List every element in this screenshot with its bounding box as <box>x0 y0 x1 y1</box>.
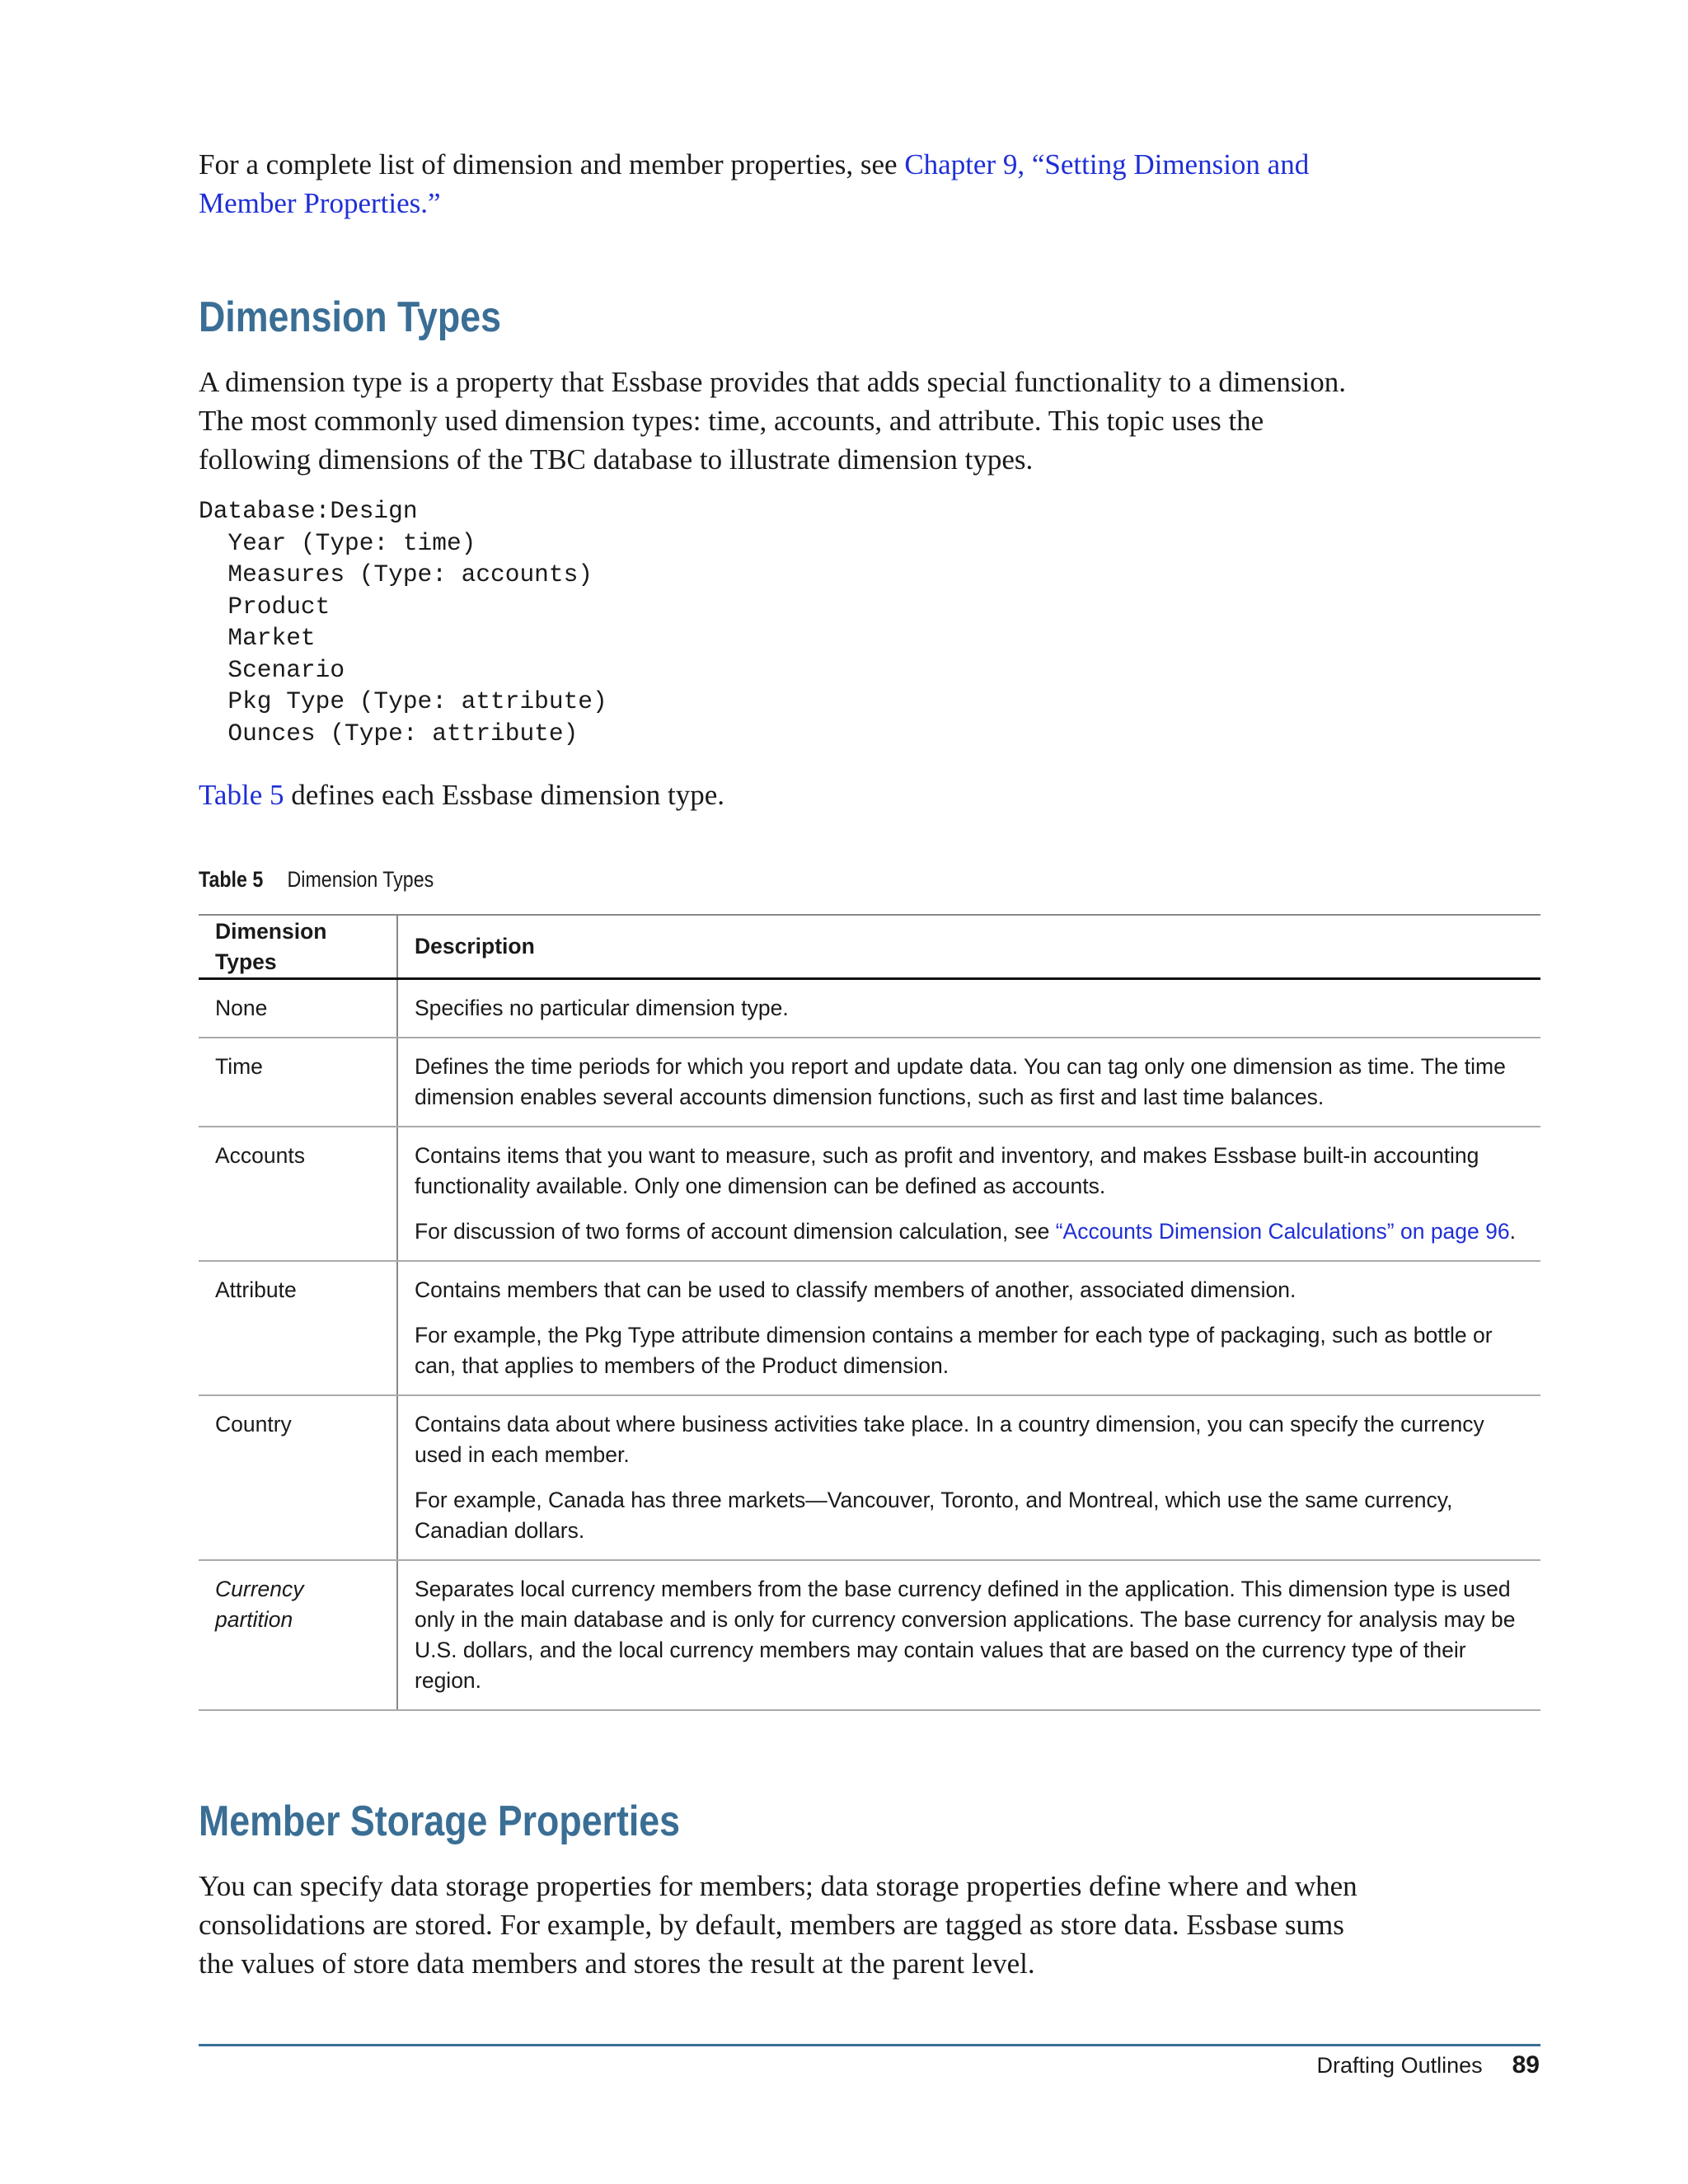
description-cell <box>397 1261 1540 1395</box>
footer-section-title: Drafting Outlines <box>1316 2053 1483 2078</box>
header-description: Description <box>397 915 1540 979</box>
member-storage-paragraph: You can specify data storage properties for members; data storage properties define where and when consolidations are stored. For example, by default, members are tagged as store data. Essbase sums the values of store data members and stores the result at the parent level. <box>199 1870 1357 1980</box>
table-row <box>199 1127 1540 1261</box>
intro-paragraph <box>199 145 1377 223</box>
description-text: Separates local currency members from the base currency defined in the application. This dimension type is used only in the main database and is only for currency conversion applications. The base currency for analysis may be U.S. dollars, and the local currency members may contain values that are based on the currency type of their region. <box>415 1577 1516 1693</box>
code-block <box>199 495 607 749</box>
type-cell: Country <box>199 1395 397 1560</box>
description-text: For discussion of two forms of account dimension calculation, see <box>415 1219 1056 1244</box>
description-text <box>415 1216 1524 1247</box>
dimension-types-table <box>199 914 1540 1711</box>
table-caption-number: Table 5 <box>199 867 264 892</box>
description-text: Contains items that you want to measure, such as profit and inventory, and makes Essbase built-in accounting functionality available. Only one dimension can be defined as accounts. <box>415 1143 1479 1198</box>
table-row <box>199 1261 1540 1395</box>
code-line: Year (Type: time) <box>199 528 476 557</box>
table-header-row <box>199 915 1540 979</box>
type-cell: Accounts <box>199 1127 397 1261</box>
description-text: For example, Canada has three markets—Vancouver, Toronto, and Montreal, which use the same currency, Canadian dollars. <box>415 1488 1453 1543</box>
dimension-types-heading: Dimension Types <box>199 293 501 341</box>
code-line: Scenario <box>199 655 345 684</box>
type-cell: None <box>199 979 397 1038</box>
chapter-9-link[interactable]: Chapter 9, “Setting Dimension and Member Properties.” <box>199 148 1310 219</box>
description-cell <box>397 1395 1540 1560</box>
code-line: Pkg Type (Type: attribute) <box>199 687 607 715</box>
table-ref-text: defines each Essbase dimension type. <box>284 779 725 811</box>
table-caption <box>199 867 434 893</box>
type-cell: Attribute <box>199 1261 397 1395</box>
table-ref-paragraph <box>199 776 1377 814</box>
code-line: Product <box>199 592 331 621</box>
member-storage-heading: Member Storage Properties <box>199 1797 681 1845</box>
code-line: Database:Design <box>199 497 418 525</box>
table-row <box>199 1395 1540 1560</box>
dimension-types-paragraph: A dimension type is a property that Essbase provides that adds special functionality to a dimension. The most commonly used dimension types: time, accounts, and attribute. This topic uses the following dimensions of the TBC database to illustrate dimension types. <box>199 366 1346 476</box>
table-row <box>199 1560 1540 1710</box>
description-cell <box>397 1560 1540 1710</box>
description-text: Specifies no particular dimension type. <box>415 996 789 1020</box>
description-text: Contains data about where business activities take place. In a country dimension, you can specify the currency used in each member. <box>415 1412 1484 1467</box>
code-line: Market <box>199 624 316 652</box>
code-line: Measures (Type: accounts) <box>199 560 593 588</box>
intro-text: For a complete list of dimension and member properties, see <box>199 148 905 180</box>
table-row <box>199 979 1540 1038</box>
description-cell <box>397 1038 1540 1127</box>
type-cell: Currency partition <box>199 1560 397 1710</box>
description-cell <box>397 979 1540 1038</box>
table-row <box>199 1038 1540 1127</box>
code-line: Ounces (Type: attribute) <box>199 719 579 748</box>
description-text: Contains members that can be used to classify members of another, associated dimension. <box>415 1277 1296 1302</box>
page-footer <box>1317 2051 1540 2079</box>
description-text: Defines the time periods for which you report and update data. You can tag only one dimension as time. The time dimension enables several accounts dimension functions, such as first and last time balances. <box>415 1054 1506 1109</box>
description-text: . <box>1509 1219 1516 1244</box>
footer-rule <box>199 2044 1540 2046</box>
page-number: 89 <box>1512 2051 1540 2079</box>
accounts-dimension-calculations-link[interactable]: “Accounts Dimension Calculations” on page 96 <box>1055 1219 1510 1244</box>
type-cell: Time <box>199 1038 397 1127</box>
table-caption-title: Dimension Types <box>287 867 434 892</box>
table-5-link[interactable]: Table 5 <box>199 779 284 811</box>
description-cell <box>397 1127 1540 1261</box>
header-dimension-types: Dimension Types <box>199 915 397 979</box>
description-text: For example, the Pkg Type attribute dimension contains a member for each type of packaging, such as bottle or can, that applies to members of the Product dimension. <box>415 1323 1493 1378</box>
